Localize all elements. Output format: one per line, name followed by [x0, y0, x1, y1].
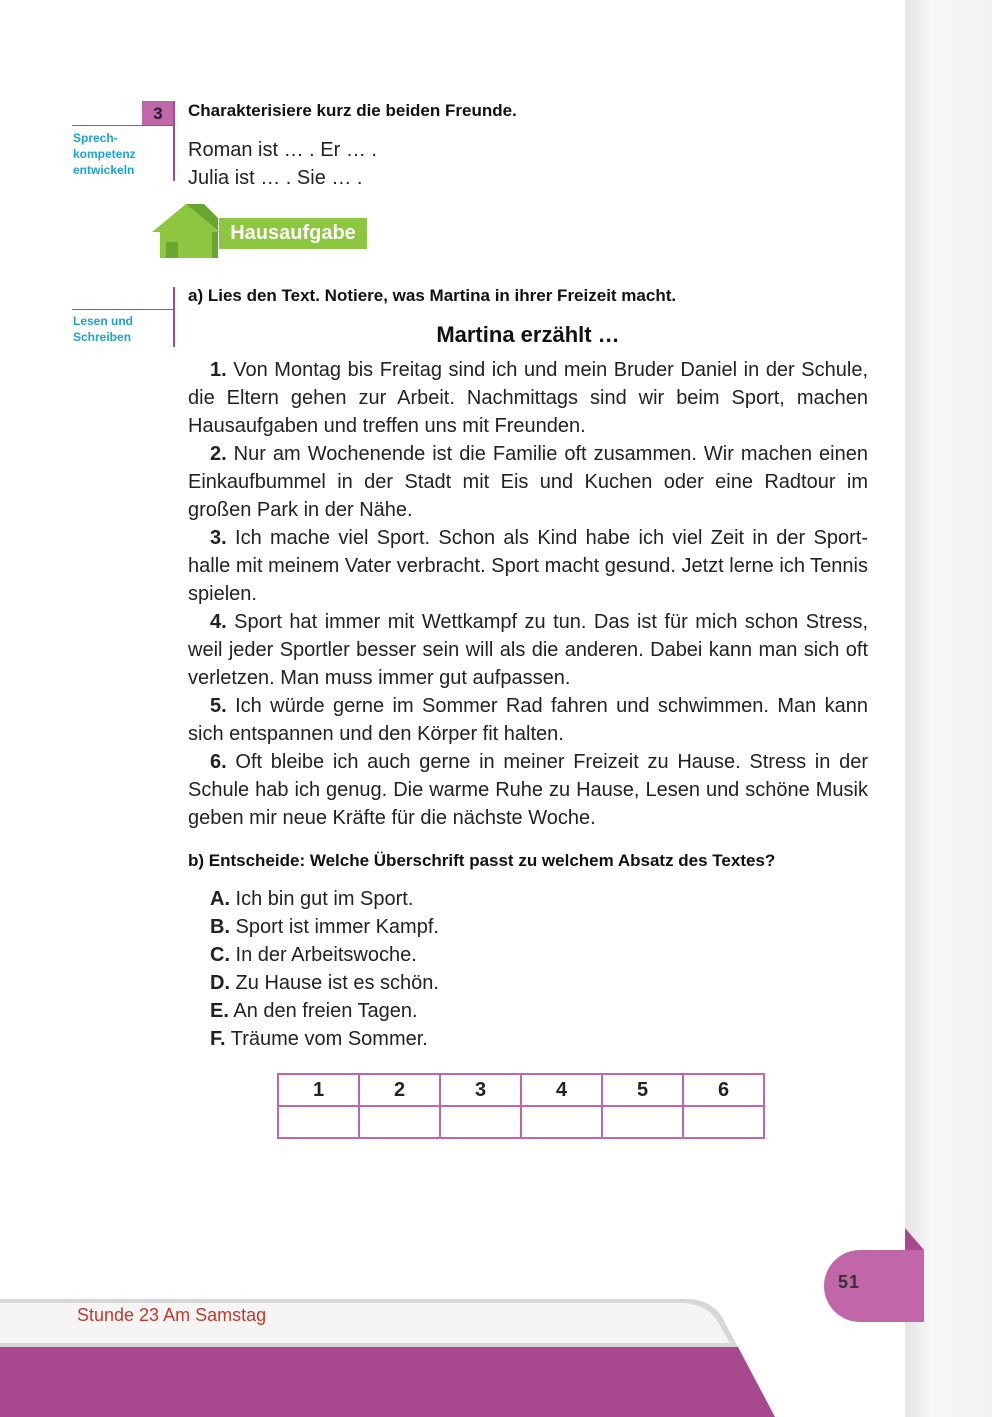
option-text: Träume vom Sommer. — [225, 1028, 428, 1050]
paragraph — [188, 440, 868, 524]
task3-line: Roman ist … . Er … . — [188, 139, 377, 161]
task-b-title: b) Entscheide: Welche Überschrift passt zu welchem Absatz des Textes? — [188, 851, 776, 870]
paragraph-text: Ich mache viel Sport. Schon als Kind habe ich viel Zeit in der Sport-halle mit meinem Vater verbracht. Sport macht gesund. Jetzt lerne ich Tennis spielen. — [188, 527, 868, 605]
option-letter: D. — [210, 972, 230, 994]
answer-table-header-row — [278, 1074, 764, 1106]
sidebar-label-line: kompetenz — [73, 147, 136, 161]
option-letter: E. — [210, 1000, 229, 1022]
option-item — [210, 972, 439, 995]
paragraph-number: 2. — [210, 443, 227, 465]
answer-table-blank-row — [278, 1106, 764, 1138]
option-text: Zu Hause ist es schön. — [230, 972, 439, 994]
answer-header-cell: 4 — [521, 1074, 602, 1106]
sidebar-label-line: Lesen und — [73, 314, 134, 328]
option-letter: F. — [210, 1028, 226, 1050]
sidebar-rule — [72, 309, 174, 310]
task-number-badge: 3 — [142, 101, 174, 125]
answer-blank-cell[interactable] — [440, 1106, 521, 1138]
sidebar-label-line: entwickeln — [73, 163, 135, 177]
paragraph-text: Ich würde gerne im Sommer Rad fahren und schwimmen. Man kann sich entspannen und den Körper fit halten. — [188, 695, 868, 745]
paragraph-text: Sport hat immer mit Wettkampf zu tun. Das ist für mich schon Stress, weil jeder Sportler besser sein will als die anderen. Dabei kann man sich oft verletzen. Man muss immer gut aufpassen. — [188, 611, 868, 689]
paragraph-number: 6. — [210, 751, 227, 773]
task3-title: Charakterisiere kurz die beiden Freunde. — [188, 101, 517, 120]
paragraph-text: Von Montag bis Freitag sind ich und mein Bruder Daniel in der Schule, die Eltern gehen zur Arbeit. Nachmittags sind wir beim Sport, machen Hausaufgaben und treffen uns mit Freunden. — [188, 359, 868, 437]
sidebar-label-line: Schreiben — [73, 330, 132, 344]
paragraph — [188, 524, 868, 608]
answer-blank-cell[interactable] — [602, 1106, 683, 1138]
option-text: In der Arbeitswoche. — [230, 944, 417, 966]
paragraph — [188, 356, 868, 440]
option-item — [210, 1000, 418, 1023]
sidebar-divider — [173, 101, 175, 181]
page-tab-fold — [905, 1228, 924, 1250]
paragraph-number: 1. — [210, 359, 227, 381]
option-letter: B. — [210, 916, 230, 938]
page-edge — [905, 0, 992, 1417]
sidebar-rule — [72, 125, 174, 126]
footer-lesson-title: Stunde 23 Am Samstag — [77, 1305, 267, 1325]
answer-blank-cell[interactable] — [521, 1106, 602, 1138]
homework-label: Hausaufgabe — [219, 218, 367, 249]
page-number: 51 — [837, 1272, 861, 1292]
paragraph-number: 3. — [210, 527, 227, 549]
answer-header-cell: 3 — [440, 1074, 521, 1106]
sidebar-label-speaking — [73, 130, 136, 178]
paragraph — [188, 608, 868, 692]
paragraph-number: 4. — [210, 611, 227, 633]
option-letter: A. — [210, 888, 230, 910]
task-a-title: a) Lies den Text. Notiere, was Martina in ihrer Freizeit macht. — [188, 286, 677, 305]
option-item — [210, 888, 413, 911]
option-item — [210, 944, 417, 967]
answer-header-cell: 5 — [602, 1074, 683, 1106]
paragraph-text: Nur am Wochenende ist die Familie oft zusammen. Wir machen einen Einkaufbummel in der Stadt mit Eis und Kuchen oder eine Radtour im großen Park in der Nähe. — [188, 443, 868, 521]
paragraph — [188, 692, 868, 748]
option-text: An den freien Tagen. — [228, 1000, 418, 1022]
answer-header-cell: 1 — [278, 1074, 359, 1106]
sidebar-label-line: Sprech- — [73, 131, 118, 145]
task3-line: Julia ist … . Sie … . — [188, 167, 363, 189]
answer-header-cell: 2 — [359, 1074, 440, 1106]
sidebar-label-reading — [73, 313, 133, 345]
paragraph-text: Oft bleibe ich auch gerne in meiner Freizeit zu Hause. Stress in der Schule hab ich genug. Die warme Ruhe zu Hause, Lesen und schöne Musik geben mir neue Kräfte für die nächste Woche. — [188, 751, 868, 829]
paragraph — [188, 748, 868, 832]
option-item — [210, 916, 439, 939]
answer-header-cell: 6 — [683, 1074, 764, 1106]
option-text: Ich bin gut im Sport. — [230, 888, 414, 910]
story-title: Martina erzählt … — [436, 322, 620, 347]
answer-blank-cell[interactable] — [278, 1106, 359, 1138]
option-text: Sport ist immer Kampf. — [230, 916, 439, 938]
answer-blank-cell[interactable] — [359, 1106, 440, 1138]
sidebar-divider — [173, 287, 175, 347]
option-letter: C. — [210, 944, 230, 966]
paragraph-number: 5. — [210, 695, 227, 717]
answer-table — [277, 1073, 765, 1139]
option-item — [210, 1028, 428, 1051]
answer-blank-cell[interactable] — [683, 1106, 764, 1138]
